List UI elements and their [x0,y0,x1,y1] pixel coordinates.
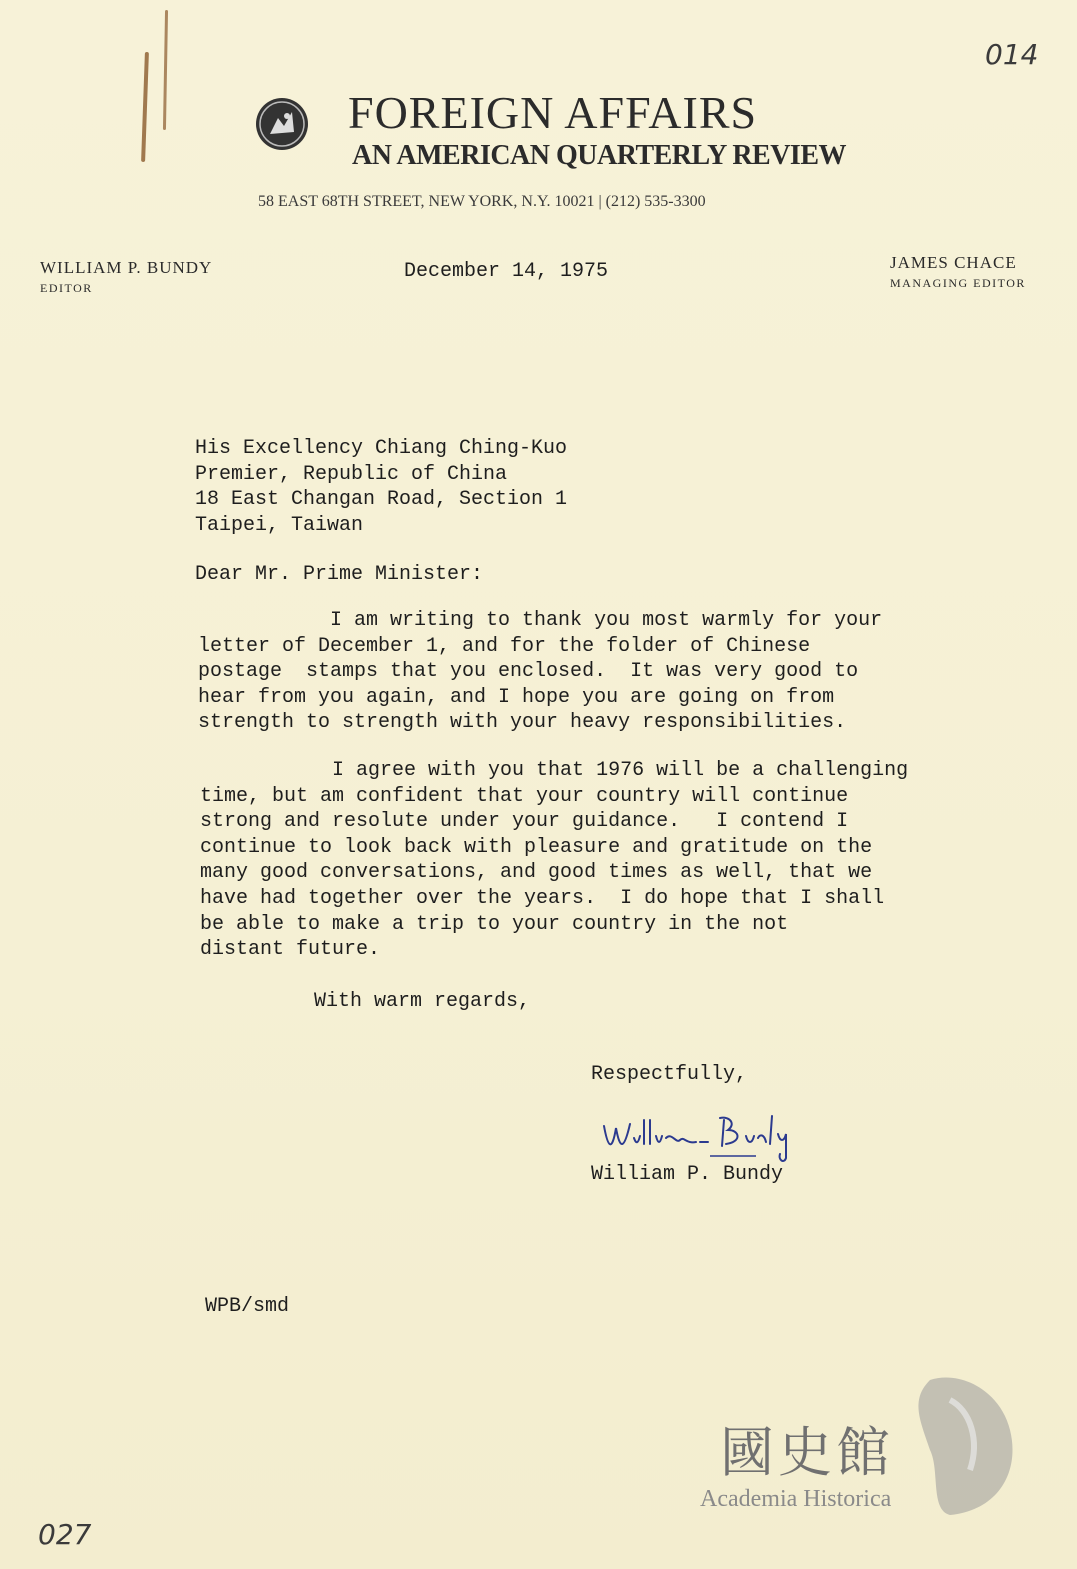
managing-editor-name: JAMES CHACE [890,253,1017,272]
masthead-address: 58 EAST 68TH STREET, NEW YORK, N.Y. 10021 | (212) 535-3300 [258,193,706,210]
masthead-title: FOREIGN AFFAIRS [348,87,758,138]
editor-title: EDITOR [40,281,93,295]
archive-stamp-chinese: 國史館 [720,1421,894,1484]
typist-initials: WPB/smd [205,1295,290,1318]
managing-editor-title: MANAGING EDITOR [890,276,1026,290]
recipient-address: His Excellency Chiang Ching-Kuo Premier, Republic of China 18 East Changan Road, Section 1 Taipei, Taiwan [195,437,568,537]
foreign-affairs-logo-icon [254,96,310,152]
handwritten-signature [600,1108,800,1168]
body-paragraph-1: I am writing to thank you most warmly for your letter of December 1, and for the folder of Chinese postage stamps that you enclosed. It was very good to hear from you again, and I hope you are going on from strength to strength with your heavy responsibilities. [198,609,883,735]
archive-stamp-english: Academia Historica [700,1486,892,1512]
editor-name: WILLIAM P. BUNDY [40,258,213,277]
signer-name: William P. Bundy [591,1163,784,1186]
page-number-top: 014 [985,38,1039,71]
page-number-bottom: 027 [38,1518,92,1551]
closing-line: Respectfully, [591,1063,748,1086]
masthead-subtitle: AN AMERICAN QUARTERLY REVIEW [352,140,847,171]
letter-date: December 14, 1975 [404,260,609,283]
body-paragraph-2: I agree with you that 1976 will be a challenging time, but am confident that your country will continue strong and resolute under your guidance. I contend I continue to look back with pleasure and gratitude on the many good conversations, and good times as well, that we have had together over the years. I do hope that I shall be able to make a trip to your country in the not distant future. [200,759,909,962]
salutation: Dear Mr. Prime Minister: [195,563,484,586]
regards-line: With warm regards, [314,990,531,1013]
